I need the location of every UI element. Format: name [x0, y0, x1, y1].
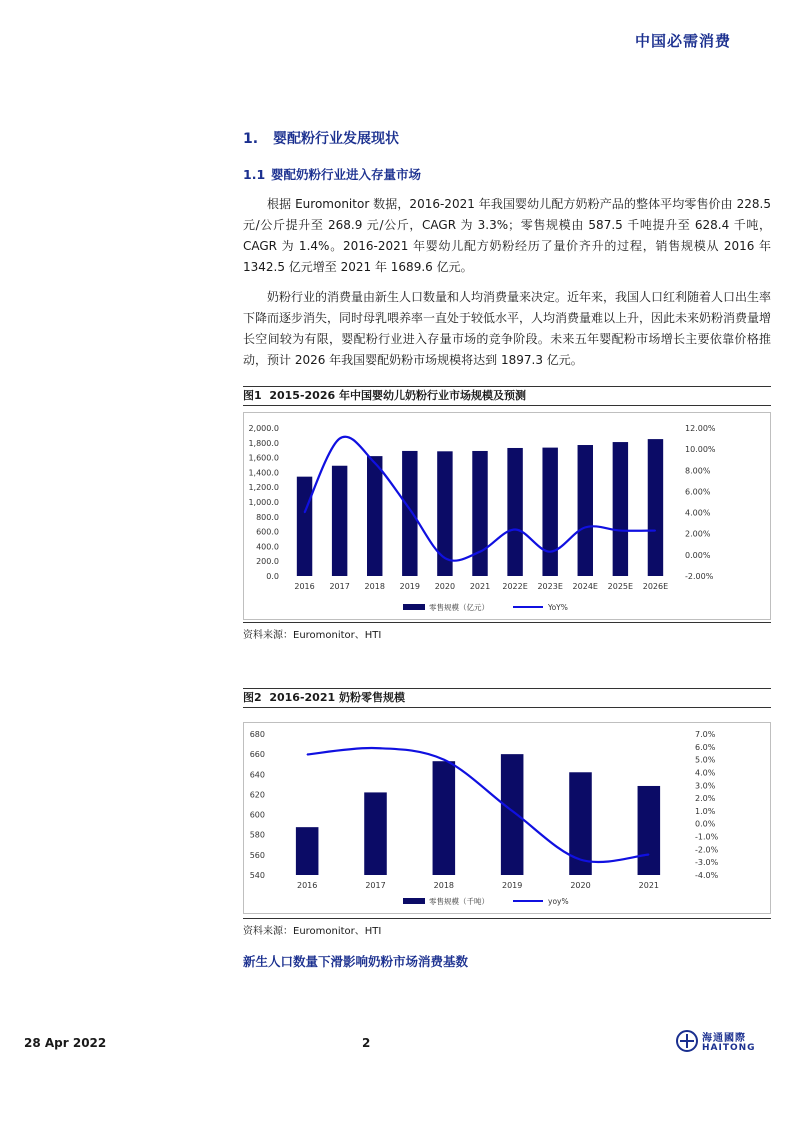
x-tick-label: 2019	[399, 582, 420, 591]
yoy-point-2020	[580, 859, 581, 860]
yoy-point-2017	[375, 748, 376, 749]
bar-2025E	[613, 442, 628, 576]
x-tick-label: 2024E	[572, 582, 598, 591]
figure1-title: 2015-2026 年中国婴幼儿奶粉行业市场规模及预测	[269, 389, 526, 402]
x-tick-label: 2023E	[537, 582, 563, 591]
x-tick-label: 2020	[570, 881, 591, 890]
figure2-source: 资料来源：Euromonitor、HTI	[243, 918, 771, 937]
yoy-point-2020	[444, 557, 445, 558]
bar-2018	[433, 761, 456, 875]
y-left-tick-label: 1,200.0	[248, 483, 279, 493]
y-left-tick-label: 600.0	[256, 527, 279, 537]
x-tick-label: 2026E	[642, 582, 669, 591]
x-tick-label: 2021	[638, 881, 660, 890]
x-tick-label: 2016	[294, 582, 315, 591]
y-left-tick-label: 620	[249, 790, 265, 800]
y-right-tick-label: 0.0%	[695, 819, 716, 829]
section-heading	[243, 128, 399, 148]
figure2-title-bar	[243, 688, 771, 708]
x-tick-label: 2017	[365, 881, 386, 890]
logo-text-cn: 海通國際	[702, 1033, 746, 1044]
figure1-title-bar	[243, 386, 771, 406]
yoy-point-2024E	[585, 527, 586, 528]
bar-2021	[638, 786, 661, 875]
y-right-tick-label: 4.00%	[685, 508, 711, 518]
page-number: 2	[362, 1036, 371, 1050]
bar-2021	[472, 451, 487, 576]
subsection-heading	[243, 165, 421, 183]
haitong-logo	[676, 1028, 776, 1056]
legend-line-label: yoy%	[548, 897, 569, 906]
legend-bar-swatch	[403, 898, 425, 904]
y-right-tick-label: -2.00%	[685, 572, 714, 581]
y-left-tick-label: 1,000.0	[248, 498, 279, 507]
y-right-tick-label: 4.0%	[695, 768, 716, 778]
footer-date: 28 Apr 2022	[24, 1036, 107, 1050]
bar-2016	[296, 827, 319, 875]
y-right-tick-label: -3.0%	[695, 858, 719, 868]
y-left-tick-label: 2,000.0	[248, 424, 279, 433]
yoy-point-2026E	[655, 530, 656, 531]
bar-2017	[364, 792, 387, 875]
y-left-tick-label: 640	[249, 770, 265, 780]
figure2-label: 图2	[243, 691, 262, 704]
y-left-tick-label: 1,600.0	[248, 453, 279, 463]
yoy-point-2019	[512, 810, 513, 811]
bar-2018	[367, 456, 382, 576]
section-number: 1.	[243, 131, 259, 147]
yoy-point-2023E	[550, 551, 551, 552]
bar-2017	[332, 466, 347, 576]
y-left-tick-label: 1,800.0	[248, 438, 279, 448]
bar-2026E	[648, 439, 663, 576]
yoy-point-2019	[409, 509, 410, 510]
y-left-tick-label: 680	[249, 730, 265, 739]
bar-2024E	[578, 445, 593, 576]
y-right-tick-label: 7.0%	[695, 730, 716, 739]
bar-2023E	[542, 448, 557, 576]
legend-line-label: YoY%	[548, 603, 568, 612]
figure1-chart	[243, 412, 771, 620]
yoy-point-2016	[307, 754, 308, 755]
y-right-tick-label: -2.0%	[695, 845, 719, 855]
y-left-tick-label: 580	[249, 830, 265, 840]
logo-text-en: HAITONG	[702, 1043, 756, 1053]
subsection-title: 婴配奶粉行业进入存量市场	[271, 167, 422, 182]
section-title: 婴配粉行业发展现状	[273, 131, 399, 147]
paragraph-1: 根据 Euromonitor 数据，2016-2021 年我国婴幼儿配方奶粉产品的整体平均零售价由 228.5 元/公斤提升至 268.9 元/公斤，CAGR 为 3.3%；零售规模由 587.5 千吨提升至 628.4 千吨，CAGR 为 1.4%。2016-2021 年婴幼儿配方奶粉经历了量价齐升的过程，销售规模从 2016 年 1342.5 亿元增至 2021 年 1689.6 亿元。	[243, 197, 771, 274]
yoy-point-2017	[339, 438, 340, 439]
figure1-source: 资料来源：Euromonitor、HTI	[243, 622, 771, 641]
y-right-tick-label: 2.0%	[695, 794, 716, 804]
y-left-tick-label: 1,400.0	[248, 468, 279, 478]
legend-bar-label: 零售规模（亿元）	[429, 603, 489, 612]
subheading-birth-rate: 新生人口数量下滑影响奶粉市场消费基数	[243, 954, 469, 969]
x-tick-label: 2018	[433, 881, 455, 890]
haitong-logo-icon	[676, 1030, 698, 1052]
bar-2016	[297, 477, 312, 576]
figure1-label: 图1	[243, 389, 262, 402]
yoy-point-2021	[479, 551, 480, 552]
figure2-chart	[243, 722, 771, 914]
yoy-point-2016	[304, 512, 305, 513]
y-left-tick-label: 800.0	[256, 512, 279, 522]
y-left-tick-label: 660	[249, 750, 265, 760]
legend-bar-swatch	[403, 604, 425, 610]
x-tick-label: 2017	[329, 582, 350, 591]
y-right-tick-label: 2.00%	[685, 529, 711, 539]
legend-bar-label: 零售规模（千吨）	[429, 897, 489, 906]
y-right-tick-label: 0.00%	[685, 550, 711, 560]
y-left-tick-label: 400.0	[256, 542, 279, 552]
y-left-tick-label: 540	[249, 871, 265, 880]
y-right-tick-label: 3.0%	[695, 781, 716, 791]
x-tick-label: 2018	[364, 582, 385, 591]
bar-2019	[501, 754, 524, 875]
y-left-tick-label: 560	[249, 850, 265, 860]
yoy-line	[307, 748, 649, 862]
y-right-tick-label: -4.0%	[695, 871, 719, 880]
y-right-tick-label: 8.00%	[685, 466, 711, 476]
x-tick-label: 2019	[501, 881, 523, 890]
x-tick-label: 2020	[434, 582, 456, 591]
y-right-tick-label: 12.00%	[685, 424, 716, 433]
yoy-point-2018	[443, 759, 444, 760]
y-right-tick-label: 10.00%	[685, 445, 716, 455]
yoy-point-2021	[648, 854, 649, 855]
figure2-title: 2016-2021 奶粉零售规模	[269, 691, 405, 704]
y-right-tick-label: 5.0%	[695, 755, 716, 765]
y-right-tick-label: 6.00%	[685, 487, 711, 497]
bar-2022E	[507, 448, 522, 576]
y-right-tick-label: 6.0%	[695, 742, 716, 752]
y-right-tick-label: 1.0%	[695, 806, 716, 816]
x-tick-label: 2025E	[607, 582, 634, 591]
yoy-point-2025E	[620, 530, 621, 531]
yoy-point-2022E	[514, 529, 515, 530]
subsection-number: 1.1	[243, 167, 266, 182]
bar-2019	[402, 451, 417, 576]
header-brand: 中国必需消费	[634, 32, 731, 50]
yoy-point-2018	[374, 462, 375, 463]
y-left-tick-label: 200.0	[256, 557, 279, 567]
paragraph-2: 奶粉行业的消费量由新生人口数量和人均消费量来决定。近年来，我国人口红利随着人口出生率下降而逐步消失，同时母乳喂养率一直处于较低水平，人均消费量难以上升，因此未来奶粉消费量增长空间较为有限，婴配粉行业进入存量市场的竞争阶段。未来五年婴配粉市场增长主要依靠价格推动，预计 2026 年我国婴配奶粉市场规模将达到 1897.3 亿元。	[243, 290, 772, 367]
y-left-tick-label: 600	[249, 810, 265, 820]
x-tick-label: 2021	[469, 582, 491, 591]
x-tick-label: 2016	[296, 881, 318, 890]
y-right-tick-label: -1.0%	[695, 832, 719, 842]
x-tick-label: 2022E	[502, 582, 528, 591]
y-left-tick-label: 0.0	[266, 572, 279, 581]
